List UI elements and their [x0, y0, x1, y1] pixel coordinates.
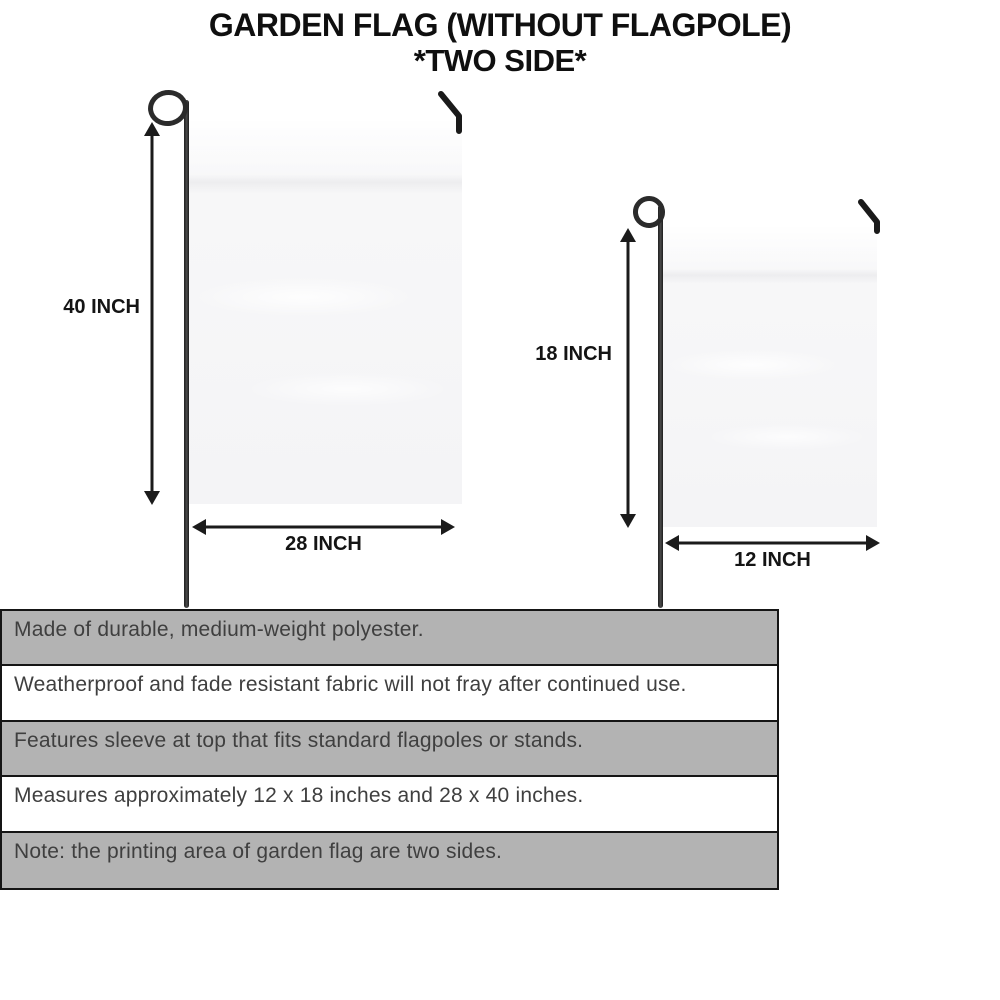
large-flag-width-label: 28 INCH	[285, 533, 362, 555]
feature-row-weatherproof: Weatherproof and fade resistant fabric will not fray after continued use.	[2, 666, 777, 721]
title-block	[0, 6, 1000, 78]
feature-row-measurements: Measures approximately 12 x 18 inches and 28 x 40 inches.	[2, 777, 777, 832]
large-flag-height-label: 40 INCH	[63, 296, 140, 318]
large-flag-panel	[189, 121, 462, 504]
features-table	[0, 609, 779, 890]
large-flag-hook-icon	[437, 90, 467, 141]
page-title: GARDEN FLAG (WITHOUT FLAGPOLE)	[208, 7, 792, 43]
feature-row-material: Made of durable, medium-weight polyester.	[2, 611, 777, 666]
small-flag-height-label: 18 INCH	[535, 343, 612, 365]
page-subtitle: *TWO SIDE*	[413, 43, 587, 78]
small-flag-hook-icon	[857, 198, 885, 241]
small-flag-panel	[662, 227, 877, 527]
arrow-down-icon	[620, 514, 636, 528]
large-flag-height-arrow	[144, 122, 160, 505]
small-flag-height-arrow	[620, 228, 636, 528]
feature-row-note: Note: the printing area of garden flag are two sides.	[2, 833, 777, 888]
small-flagpole	[658, 205, 663, 608]
large-flagpole	[184, 100, 189, 608]
feature-row-sleeve: Features sleeve at top that fits standard flagpoles or stands.	[2, 722, 777, 777]
small-flag-width-label: 12 INCH	[734, 549, 811, 571]
arrow-down-icon	[144, 491, 160, 505]
